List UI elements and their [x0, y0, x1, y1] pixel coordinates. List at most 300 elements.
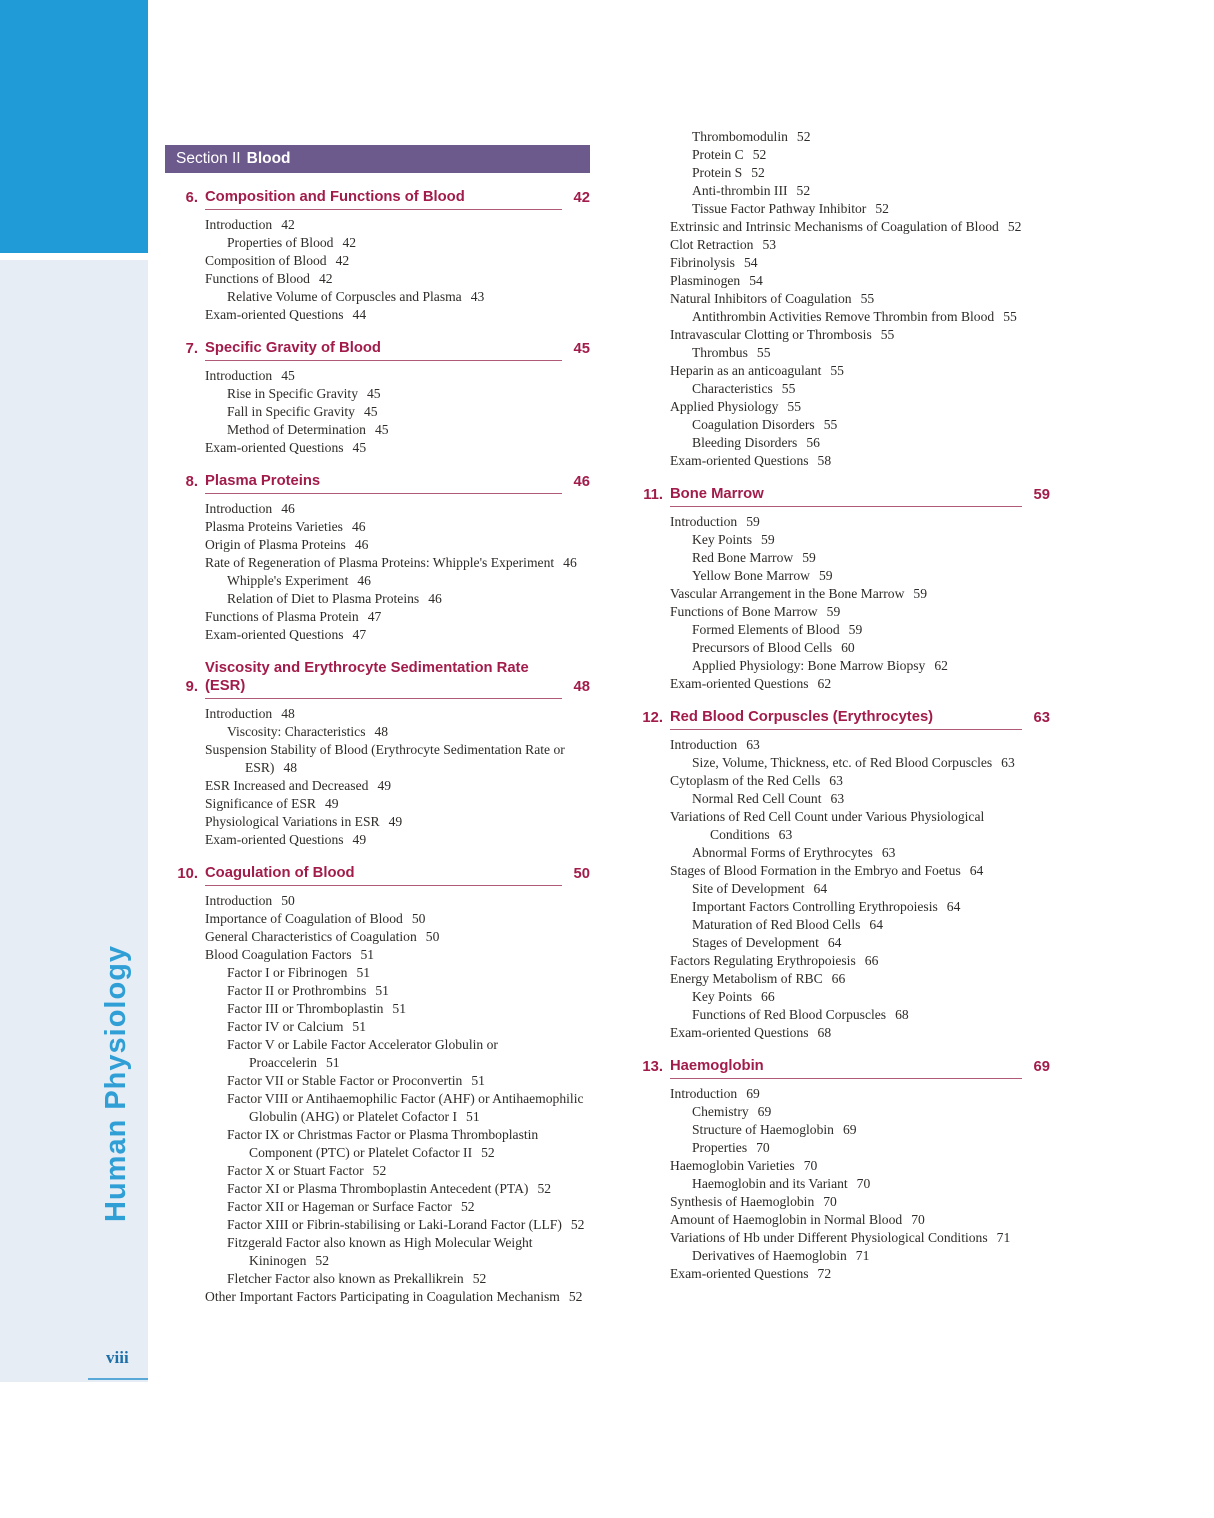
toc-entry-title: Precursors of Blood Cells: [692, 640, 833, 655]
toc-entry-title: Abnormal Forms of Erythrocytes: [692, 845, 873, 860]
section-title: Blood: [246, 150, 291, 167]
toc-entry: [670, 1265, 1050, 1283]
chapter-page: 46: [573, 474, 590, 490]
toc-entry-page: 55: [787, 399, 801, 414]
toc-entry-page: 46: [351, 519, 366, 534]
toc-entry-page: 42: [318, 271, 333, 286]
toc-entry-title: Functions of Bone Marrow: [670, 604, 818, 619]
toc-entry-page: 59: [826, 604, 841, 619]
toc-entry: [205, 813, 590, 831]
chapter-number: 8.: [185, 474, 198, 490]
toc-entry-page: 62: [934, 658, 948, 673]
chapter-heading: [165, 339, 590, 361]
page-number-label: viii: [106, 1348, 129, 1367]
toc-entry: [670, 200, 1050, 218]
toc-entry: [670, 862, 1050, 880]
toc-entry-title: Applied Physiology: [670, 399, 779, 414]
toc-entry: [205, 439, 590, 457]
toc-entry: [670, 567, 1050, 585]
toc-entry-title: Formed Elements of Blood: [692, 622, 840, 637]
chapter-number: 10.: [177, 866, 198, 882]
toc-entry: [670, 254, 1050, 272]
toc-entry-page: 69: [746, 1086, 760, 1101]
toc-entry-page: 55: [880, 327, 895, 342]
toc-entry-page: 45: [363, 404, 378, 419]
toc-entry-title: Plasma Proteins Varieties: [205, 519, 343, 534]
toc-entry: [670, 398, 1050, 416]
toc-entry-page: 52: [875, 201, 889, 216]
toc-entry-title: Exam-oriented Questions: [205, 832, 344, 847]
toc-entry-page: 64: [969, 863, 984, 878]
toc-entry-page: 69: [842, 1122, 857, 1137]
toc-entry: [205, 705, 590, 723]
toc-entry-page: 64: [813, 881, 828, 896]
toc-entry: [205, 270, 590, 288]
toc-entry: [670, 1024, 1050, 1042]
toc-entry: [670, 898, 1050, 916]
toc-entry-title: Factor XIII or Fibrin-stabilising or Laki-Lorand Factor (LLF): [227, 1217, 562, 1232]
toc-entry-page: 51: [466, 1109, 480, 1124]
toc-entry-page: 52: [1007, 219, 1022, 234]
chapter-number: 6.: [185, 190, 198, 206]
toc-entry: [670, 380, 1050, 398]
toc-entry-page: 71: [996, 1230, 1011, 1245]
toc-entry-title: Bleeding Disorders: [692, 435, 798, 450]
toc-entry: [670, 164, 1050, 182]
toc-entry-title: Introduction: [670, 737, 738, 752]
toc-entry-page: 48: [281, 706, 295, 721]
toc-entry: [670, 1193, 1050, 1211]
toc-entry: [205, 554, 590, 572]
toc-entry: [205, 1270, 590, 1288]
toc-entry: [670, 772, 1050, 790]
toc-entry-title: Derivatives of Haemoglobin: [692, 1248, 847, 1263]
toc-entry-page: 45: [374, 422, 389, 437]
toc-entry-page: 51: [375, 983, 389, 998]
toc-entry-title: Exam-oriented Questions: [205, 440, 344, 455]
toc-entry: [670, 675, 1050, 693]
toc-entry-page: 59: [802, 550, 816, 565]
chapter-number: 13.: [642, 1059, 663, 1075]
chapter-block: [165, 659, 590, 849]
toc-entry-title: Importance of Coagulation of Blood: [205, 911, 403, 926]
toc-entry-page: 51: [360, 947, 375, 962]
toc-entry-title: Viscosity: Characteristics: [227, 724, 366, 739]
toc-entry: [670, 218, 1050, 236]
toc-entry-page: 63: [1001, 755, 1015, 770]
toc-entry-page: 51: [392, 1001, 407, 1016]
toc-entry-title: Stages of Blood Formation in the Embryo and Foetus: [670, 863, 961, 878]
toc-entry: [670, 736, 1050, 754]
toc-entry-page: 42: [342, 235, 357, 250]
sidebar-accent-square: [0, 0, 148, 253]
toc-entry-title: Rate of Regeneration of Plasma Proteins: Whipple's Experiment: [205, 555, 555, 570]
toc-entry-title: Exam-oriented Questions: [205, 627, 344, 642]
chapter-block: [630, 708, 1050, 1042]
toc-entry: [670, 844, 1050, 862]
toc-entry-title: Exam-oriented Questions: [670, 1266, 809, 1281]
toc-entry-title: Factor III or Thromboplastin: [227, 1001, 384, 1016]
toc-entry: [670, 1247, 1050, 1265]
toc-entry-title: Functions of Plasma Protein: [205, 609, 359, 624]
toc-entry-title: Exam-oriented Questions: [670, 1025, 809, 1040]
chapter-number: 7.: [185, 341, 198, 357]
toc-entry-page: 70: [756, 1140, 770, 1155]
toc-entry: [670, 513, 1050, 531]
toc-entry-page: 71: [855, 1248, 870, 1263]
toc-entry: [205, 1162, 590, 1180]
toc-entry: [205, 536, 590, 554]
toc-entry-page: 59: [818, 568, 833, 583]
toc-entry-title: ESR Increased and Decreased: [205, 778, 369, 793]
toc-entry: [670, 952, 1050, 970]
toc-entry-title: Tissue Factor Pathway Inhibitor: [692, 201, 867, 216]
toc-entry-title: Amount of Haemoglobin in Normal Blood: [670, 1212, 903, 1227]
chapter-heading: [165, 472, 590, 494]
toc-entry-title: Thrombus: [692, 345, 748, 360]
toc-entry: [205, 1000, 590, 1018]
toc-entry-title: General Characteristics of Coagulation: [205, 929, 417, 944]
toc-entry-title: Factor XII or Hageman or Surface Factor: [227, 1199, 452, 1214]
toc-entry: [205, 572, 590, 590]
chapter-title: Plasma Proteins: [205, 472, 562, 494]
toc-entry: [205, 1072, 590, 1090]
toc-entry-title: Fibrinolysis: [670, 255, 735, 270]
toc-entry: [205, 892, 590, 910]
toc-entry-page: 51: [352, 1019, 366, 1034]
toc-entry: [205, 1090, 590, 1126]
toc-entry-page: 72: [817, 1266, 832, 1281]
toc-entry: [670, 146, 1050, 164]
chapter-continuation: [630, 128, 1050, 470]
chapter-heading: [630, 1057, 1050, 1079]
toc-entry-title: Vascular Arrangement in the Bone Marrow: [670, 586, 905, 601]
toc-column-left: [165, 145, 590, 1306]
toc-entry-page: 48: [374, 724, 389, 739]
toc-entry-title: Structure of Haemoglobin: [692, 1122, 834, 1137]
toc-entry: [670, 1103, 1050, 1121]
toc-entry: [205, 288, 590, 306]
toc-entry: [205, 216, 590, 234]
toc-entry-page: 45: [367, 386, 381, 401]
toc-entry-title: Suspension Stability of Blood (Erythrocyte Sedimentation Rate or ESR): [205, 742, 565, 775]
toc-entry-title: Factor X or Stuart Factor: [227, 1163, 364, 1178]
chapter-heading: [165, 659, 590, 699]
toc-entry-page: 63: [746, 737, 760, 752]
toc-entry-page: 63: [778, 827, 793, 842]
toc-entry-page: 63: [881, 845, 896, 860]
toc-entry-page: 63: [829, 773, 843, 788]
toc-entry-title: Introduction: [205, 217, 273, 232]
toc-entry-title: Origin of Plasma Proteins: [205, 537, 346, 552]
chapter-page: 42: [573, 190, 590, 206]
toc-entry: [205, 982, 590, 1000]
toc-entry-page: 59: [761, 532, 775, 547]
toc-entry-title: Functions of Red Blood Corpuscles: [692, 1007, 887, 1022]
toc-entry-title: Factors Regulating Erythropoiesis: [670, 953, 856, 968]
toc-entry: [205, 1288, 590, 1306]
toc-column-right: [630, 128, 1050, 1283]
toc-entry-title: Key Points: [692, 532, 753, 547]
toc-entry-title: Size, Volume, Thickness, etc. of Red Blood Corpuscles: [692, 755, 993, 770]
toc-entry-title: Introduction: [205, 368, 273, 383]
toc-entry-page: 55: [860, 291, 875, 306]
toc-entry-page: 51: [471, 1073, 485, 1088]
chapter-block: [630, 1057, 1050, 1283]
toc-entry-title: Exam-oriented Questions: [670, 676, 809, 691]
toc-entry-page: 52: [472, 1271, 487, 1286]
toc-entry-title: Thrombomodulin: [692, 129, 788, 144]
toc-entry: [670, 603, 1050, 621]
toc-entry: [205, 1018, 590, 1036]
toc-entry: [670, 1085, 1050, 1103]
toc-entry-page: 42: [335, 253, 350, 268]
toc-entry-page: 52: [796, 129, 811, 144]
toc-entry-page: 47: [367, 609, 382, 624]
toc-entry-title: Factor IV or Calcium: [227, 1019, 344, 1034]
toc-entry-title: Heparin as an anticoagulant: [670, 363, 822, 378]
toc-entry: [670, 916, 1050, 934]
toc-entry-page: 49: [377, 778, 392, 793]
toc-entry-title: Factor IX or Christmas Factor or Plasma Thromboplastin Component (PTC) or Platelet Cofactor II: [227, 1127, 539, 1160]
toc-entry-page: 52: [570, 1217, 585, 1232]
toc-entry: [670, 452, 1050, 470]
toc-entry-title: Functions of Blood: [205, 271, 310, 286]
toc-entry-title: Yellow Bone Marrow: [692, 568, 810, 583]
toc-entry: [670, 639, 1050, 657]
toc-entry: [670, 1175, 1050, 1193]
toc-entry-page: 52: [537, 1181, 552, 1196]
chapter-title: Specific Gravity of Blood: [205, 339, 562, 361]
chapter-heading: [165, 864, 590, 886]
toc-entry-page: 54: [749, 273, 763, 288]
section-label: Section II: [176, 150, 241, 167]
toc-entry-page: 60: [841, 640, 855, 655]
toc-entry: [205, 795, 590, 813]
toc-entry: [670, 531, 1050, 549]
toc-entry-title: Key Points: [692, 989, 753, 1004]
chapter-title: Haemoglobin: [670, 1057, 1022, 1079]
toc-entry: [670, 308, 1050, 326]
toc-entry: [205, 1198, 590, 1216]
chapter-block: [630, 485, 1050, 693]
toc-entry-title: Properties of Blood: [227, 235, 334, 250]
toc-entry: [205, 518, 590, 536]
toc-entry-title: Factor I or Fibrinogen: [227, 965, 348, 980]
toc-entry-page: 59: [913, 586, 928, 601]
toc-entry-page: 42: [281, 217, 295, 232]
toc-entry: [205, 831, 590, 849]
toc-entry: [205, 306, 590, 324]
toc-entry-title: Characteristics: [692, 381, 773, 396]
toc-entry: [670, 808, 1050, 844]
toc-entry: [205, 1180, 590, 1198]
toc-entry-page: 55: [830, 363, 844, 378]
toc-entry-title: Factor VIII or Antihaemophilic Factor (AHF) or Antihaemophilic Globulin (AHG) or Platelet Cofactor I: [227, 1091, 584, 1124]
toc-entry-page: 69: [757, 1104, 772, 1119]
toc-entry-page: 52: [751, 165, 765, 180]
toc-entry-page: 45: [352, 440, 367, 455]
toc-entry-title: Cytoplasm of the Red Cells: [670, 773, 821, 788]
toc-entry-page: 55: [781, 381, 796, 396]
toc-entry-page: 50: [425, 929, 440, 944]
toc-entry-page: 46: [354, 537, 369, 552]
toc-entry-page: 48: [283, 760, 298, 775]
toc-entry: [670, 1121, 1050, 1139]
toc-entry-page: 52: [315, 1253, 329, 1268]
chapter-block: [165, 472, 590, 644]
toc-entry-page: 45: [281, 368, 295, 383]
toc-entry-title: Introduction: [670, 514, 738, 529]
toc-entry: [205, 590, 590, 608]
section-banner: [165, 145, 590, 173]
chapter-number: 11.: [643, 487, 663, 503]
toc-entry-page: 59: [746, 514, 760, 529]
toc-entry: [670, 1006, 1050, 1024]
toc-entry: [205, 252, 590, 270]
toc-entry-title: Introduction: [205, 893, 273, 908]
toc-entry-title: Introduction: [205, 501, 273, 516]
toc-entry-title: Fitzgerald Factor also known as High Molecular Weight Kininogen: [227, 1235, 533, 1268]
toc-entry-page: 55: [756, 345, 771, 360]
toc-entry: [205, 403, 590, 421]
toc-entry-title: Variations of Red Cell Count under Various Physiological Conditions: [670, 809, 985, 842]
toc-entry-title: Properties: [692, 1140, 748, 1155]
chapter-title: Coagulation of Blood: [205, 864, 562, 886]
chapter-number: 12.: [642, 710, 663, 726]
chapter-page: 50: [573, 866, 590, 882]
toc-entry-page: 49: [388, 814, 403, 829]
toc-entry-page: 66: [831, 971, 846, 986]
toc-entry: [670, 290, 1050, 308]
toc-entry-title: Site of Development: [692, 881, 805, 896]
chapter-title: Bone Marrow: [670, 485, 1022, 507]
chapter-page: 69: [1033, 1059, 1050, 1075]
toc-entry-page: 68: [895, 1007, 909, 1022]
toc-entry-title: Maturation of Red Blood Cells: [692, 917, 861, 932]
toc-entry-title: Factor XI or Plasma Thromboplastin Antecedent (PTA): [227, 1181, 529, 1196]
toc-entry-page: 46: [281, 501, 295, 516]
toc-entry: [670, 434, 1050, 452]
toc-entry-page: 44: [352, 307, 367, 322]
toc-entry-page: 55: [823, 417, 838, 432]
toc-entry-title: Fall in Specific Gravity: [227, 404, 355, 419]
toc-entry-title: Physiological Variations in ESR: [205, 814, 380, 829]
toc-entry: [670, 988, 1050, 1006]
toc-entry-page: 70: [803, 1158, 818, 1173]
toc-entry-page: 51: [356, 965, 371, 980]
toc-entry-title: Method of Determination: [227, 422, 366, 437]
toc-entry: [670, 657, 1050, 675]
toc-entry: [670, 128, 1050, 146]
toc-entry: [205, 741, 590, 777]
toc-entry: [205, 1234, 590, 1270]
toc-entry: [670, 621, 1050, 639]
toc-entry: [670, 754, 1050, 772]
toc-entry: [670, 236, 1050, 254]
toc-entry-page: 54: [743, 255, 758, 270]
toc-entry-title: Haemoglobin Varieties: [670, 1158, 795, 1173]
toc-entry-title: Composition of Blood: [205, 253, 327, 268]
toc-entry-page: 52: [460, 1199, 475, 1214]
toc-entry-page: 55: [1003, 309, 1017, 324]
toc-entry-title: Coagulation Disorders: [692, 417, 815, 432]
toc-entry: [205, 946, 590, 964]
toc-entry-page: 49: [352, 832, 367, 847]
toc-entry-page: 70: [823, 1194, 837, 1209]
chapter-page: 48: [573, 679, 590, 695]
chapter-number: 9.: [185, 679, 198, 695]
toc-entry: [205, 964, 590, 982]
toc-entry-page: 53: [762, 237, 777, 252]
chapter-page: 59: [1033, 487, 1050, 503]
toc-entry-page: 49: [325, 796, 339, 811]
toc-entry-page: 63: [830, 791, 845, 806]
chapter-heading: [165, 188, 590, 210]
toc-entry: [205, 626, 590, 644]
toc-entry: [205, 1036, 590, 1072]
toc-entry: [670, 1229, 1050, 1247]
toc-entry-page: 51: [325, 1055, 340, 1070]
toc-entry-page: 68: [817, 1025, 832, 1040]
toc-entry-title: Blood Coagulation Factors: [205, 947, 352, 962]
toc-entry: [670, 880, 1050, 898]
chapter-heading: [630, 485, 1050, 507]
toc-entry-title: Other Important Factors Participating in Coagulation Mechanism: [205, 1289, 560, 1304]
toc-entry-page: 50: [281, 893, 295, 908]
toc-entry-title: Fletcher Factor also known as Prekallikrein: [227, 1271, 464, 1286]
toc-entry-title: Rise in Specific Gravity: [227, 386, 358, 401]
toc-entry-title: Introduction: [205, 706, 273, 721]
toc-entry-title: Normal Red Cell Count: [692, 791, 822, 806]
toc-entry-page: 46: [357, 573, 371, 588]
toc-entry-page: 52: [796, 183, 811, 198]
toc-entry-title: Factor VII or Stable Factor or Proconvertin: [227, 1073, 463, 1088]
toc-entry-title: Antithrombin Activities Remove Thrombin from Blood: [692, 309, 995, 324]
toc-entry-title: Haemoglobin and its Variant: [692, 1176, 848, 1191]
chapter-title: Composition and Functions of Blood: [205, 188, 562, 210]
toc-entry: [670, 790, 1050, 808]
toc-entry: [205, 367, 590, 385]
toc-entry: [205, 1126, 590, 1162]
toc-entry: [205, 928, 590, 946]
toc-entry-title: Relation of Diet to Plasma Proteins: [227, 591, 420, 606]
toc-entry-page: 47: [352, 627, 367, 642]
toc-entry-title: Exam-oriented Questions: [670, 453, 809, 468]
toc-entry-page: 46: [428, 591, 442, 606]
toc-entry: [670, 272, 1050, 290]
toc-entry-title: Red Bone Marrow: [692, 550, 794, 565]
toc-entry-title: Factor II or Prothrombins: [227, 983, 367, 998]
toc-entry: [205, 385, 590, 403]
toc-entry-page: 43: [470, 289, 485, 304]
toc-entry: [670, 585, 1050, 603]
toc-entry-title: Whipple's Experiment: [227, 573, 349, 588]
toc-entry-title: Applied Physiology: Bone Marrow Biopsy: [692, 658, 926, 673]
chapter-heading: [630, 708, 1050, 730]
toc-entry: [670, 344, 1050, 362]
toc-entry-title: Chemistry: [692, 1104, 749, 1119]
toc-entry-page: 52: [752, 147, 767, 162]
toc-entry-title: Variations of Hb under Different Physiological Conditions: [670, 1230, 988, 1245]
toc-entry-page: 64: [869, 917, 883, 932]
toc-entry-page: 64: [946, 899, 961, 914]
toc-entry-title: Important Factors Controlling Erythropoiesis: [692, 899, 938, 914]
toc-entry-page: 66: [864, 953, 879, 968]
toc-entry: [670, 1139, 1050, 1157]
toc-entry: [670, 362, 1050, 380]
toc-entry-title: Stages of Development: [692, 935, 819, 950]
